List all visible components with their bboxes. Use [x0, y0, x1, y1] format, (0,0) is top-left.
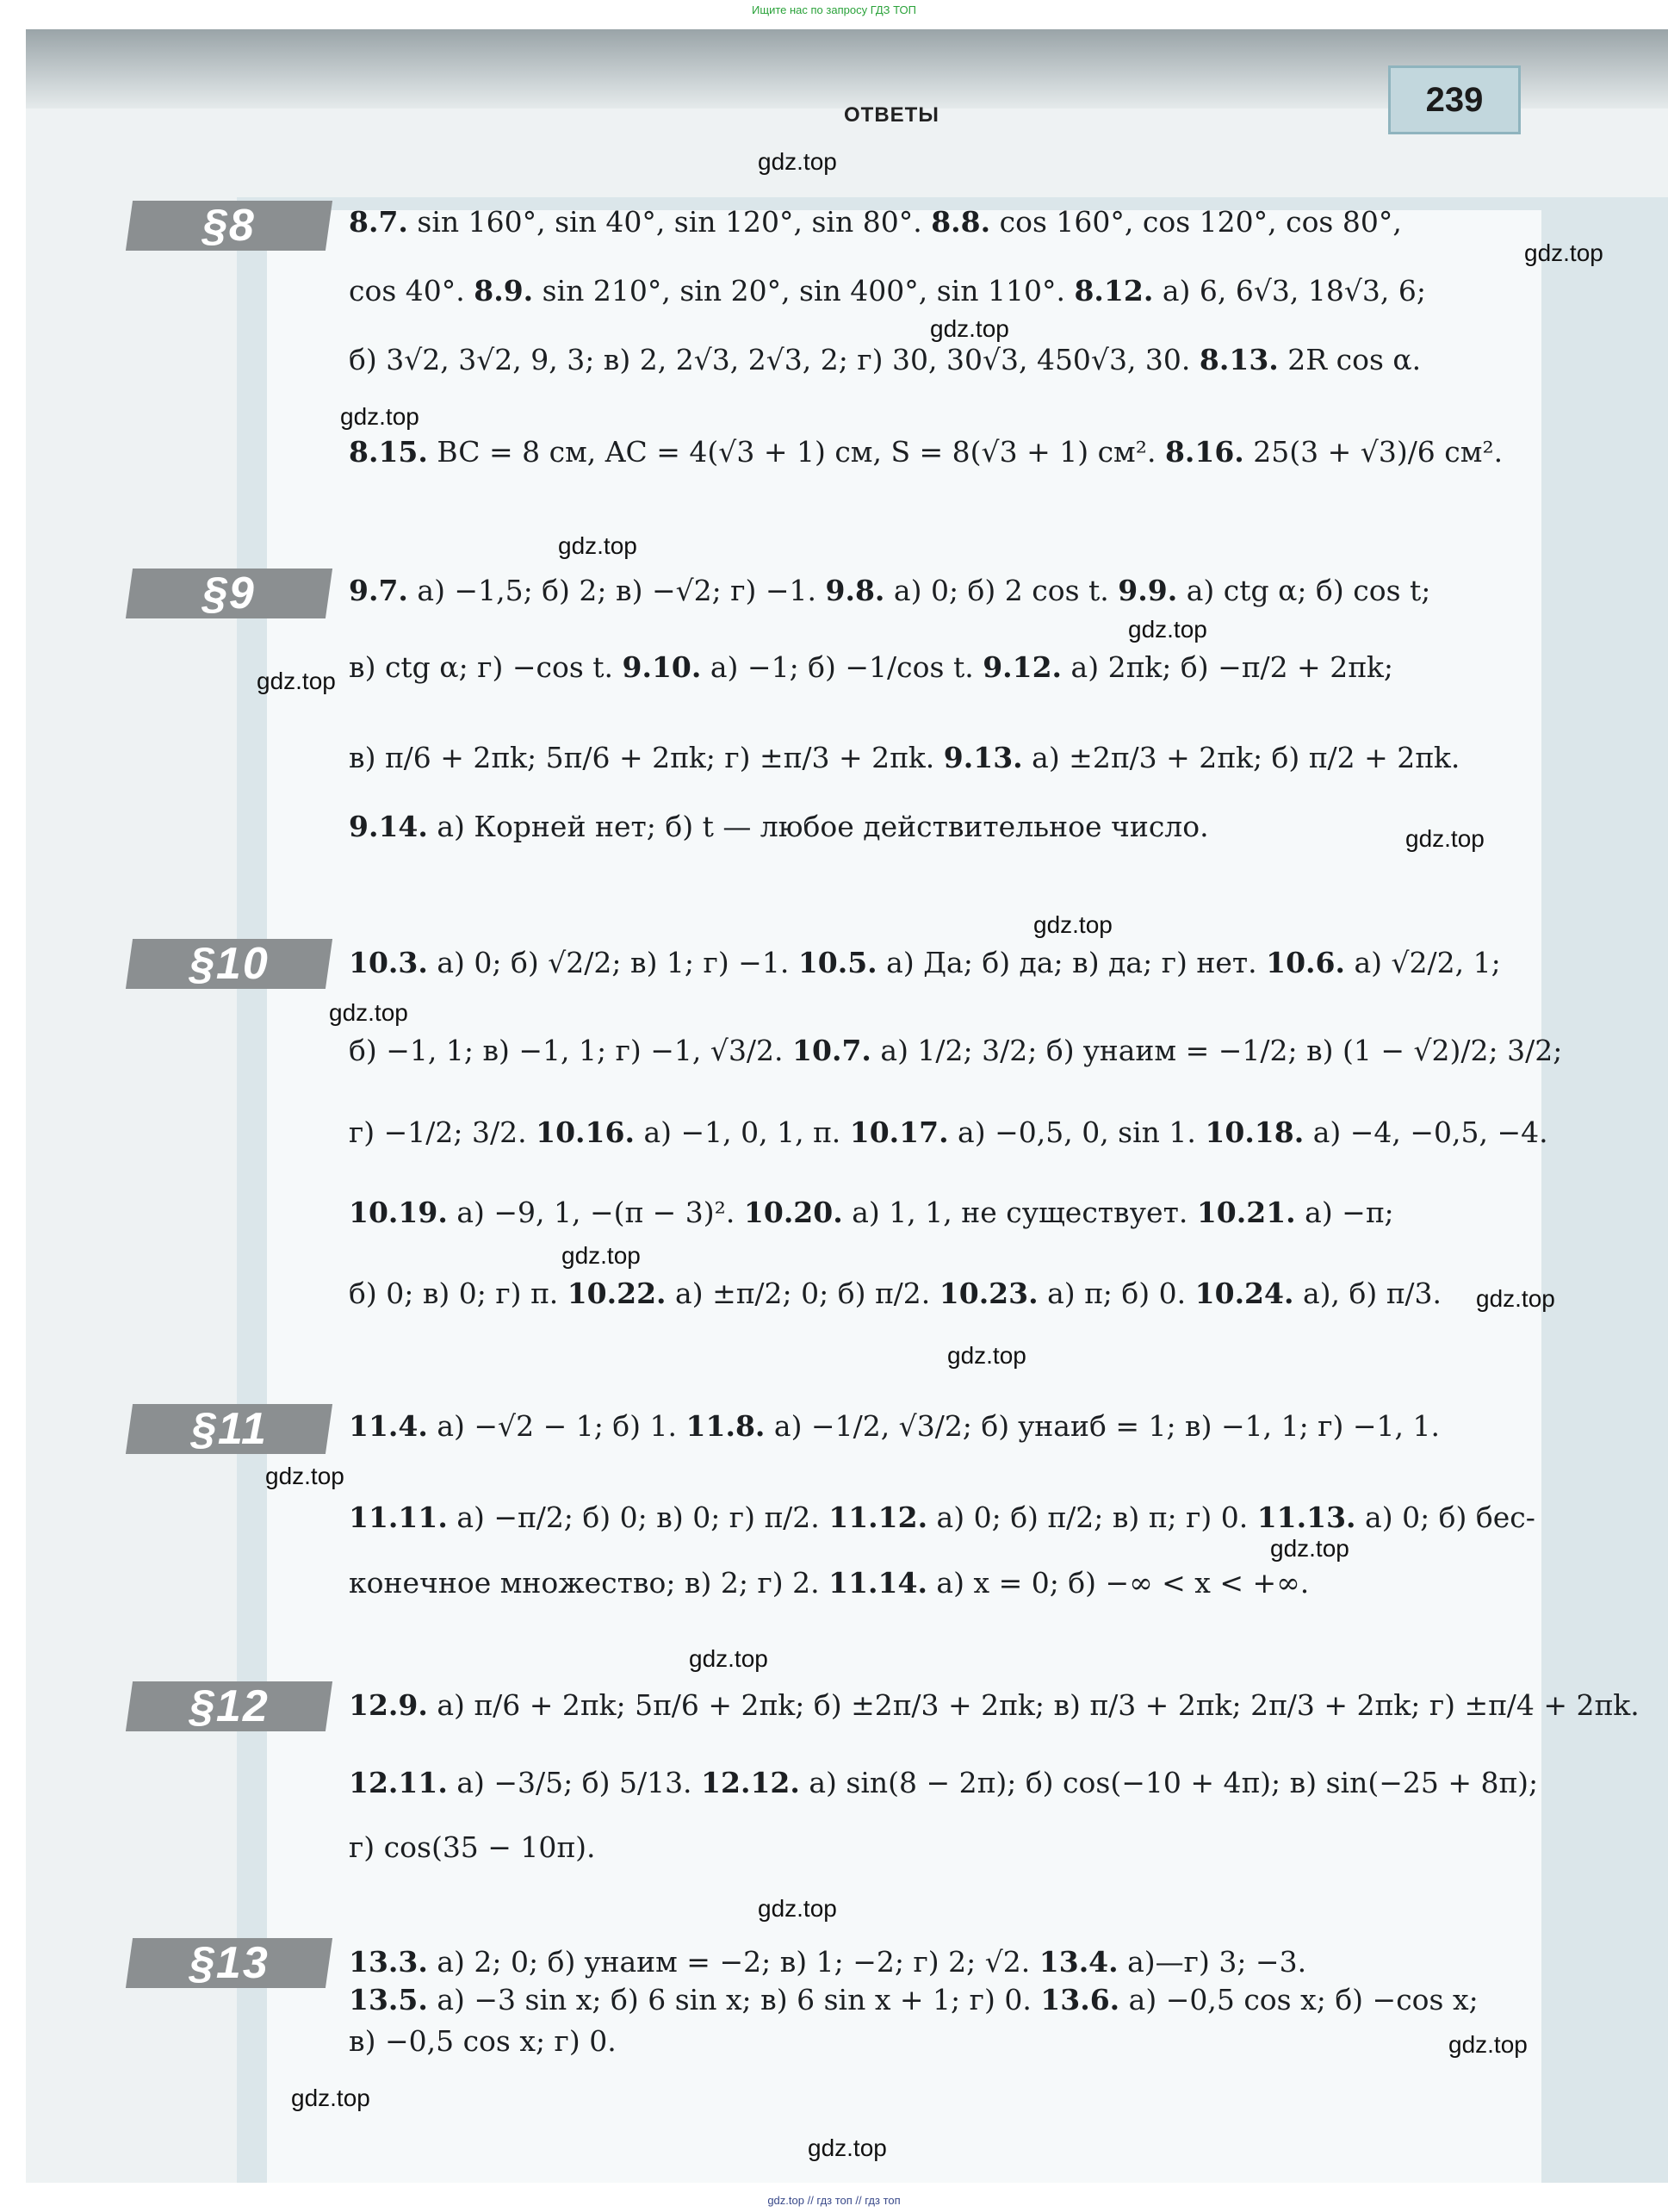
top-search-link[interactable]: Ищите нас по запросу ГДЗ ТОП	[752, 3, 916, 16]
footer-links[interactable]: gdz.top // гдз топ // гдз топ	[767, 2194, 901, 2207]
answer-line: 13.5. а) −3 sin x; б) 6 sin x; в) 6 sin x + 1; г) 0. 13.6. а) −0,5 cos x; б) −cos x;	[349, 1983, 1479, 2016]
watermark-link[interactable]: gdz.top	[265, 1463, 344, 1489]
answer-line: конечное множество; в) 2; г) 2. 11.14. а) x = 0; б) −∞ < x < +∞.	[349, 1566, 1310, 1600]
watermark-link[interactable]: gdz.top	[930, 315, 1009, 342]
answer-line: в) −0,5 cos x; г) 0.	[349, 2024, 617, 2058]
section-tab-12: §12	[126, 1681, 332, 1731]
answer-line: 13.3. а) 2; 0; б) yнаим = −2; в) 1; −2; г) 2; √2. 13.4. а)—г) 3; −3.	[349, 1945, 1307, 1979]
answer-line: 8.15. BC = 8 см, AC = 4(√3 + 1) см, S = 8(√3 + 1) см². 8.16. 25(3 + √3)/6 см².	[349, 435, 1504, 469]
watermark-link[interactable]: gdz.top	[1270, 1535, 1349, 1562]
answer-line: cos 40°. 8.9. sin 210°, sin 20°, sin 400°, sin 110°. 8.12. а) 6, 6√3, 18√3, 6;	[349, 274, 1426, 308]
watermark-link[interactable]: gdz.top	[1524, 239, 1603, 266]
answer-line: б) 0; в) 0; г) π. 10.22. а) ±π/2; 0; б) π/2. 10.23. а) π; б) 0. 10.24. а), б) π/3.	[349, 1277, 1442, 1310]
watermark-link[interactable]: gdz.top	[689, 1645, 768, 1672]
answer-line: б) −1, 1; в) −1, 1; г) −1, √3/2. 10.7. а) 1/2; 3/2; б) yнаим = −1/2; в) (1 − √2)/2; 3/2;	[349, 1034, 1563, 1067]
watermark-link[interactable]: gdz.top	[558, 532, 637, 559]
watermark-link[interactable]: gdz.top	[758, 1895, 837, 1922]
watermark-link[interactable]: gdz.top	[257, 668, 336, 694]
watermark-link[interactable]: gdz.top	[291, 2085, 370, 2111]
answer-line: б) 3√2, 3√2, 9, 3; в) 2, 2√3, 2√3, 2; г) 30, 30√3, 450√3, 30. 8.13. 2R cos α.	[349, 343, 1422, 376]
answer-line: г) cos(35 − 10π).	[349, 1830, 596, 1864]
answer-line: 11.4. а) −√2 − 1; б) 1. 11.8. а) −1/2, √3/2; б) yнаиб = 1; в) −1, 1; г) −1, 1.	[349, 1409, 1440, 1443]
section-tab-13: §13	[126, 1938, 332, 1988]
watermark-link[interactable]: gdz.top	[1448, 2031, 1528, 2058]
section-tab-11: §11	[126, 1404, 332, 1454]
watermark-link[interactable]: gdz.top	[561, 1242, 641, 1269]
watermark-link[interactable]: gdz.top	[808, 2134, 887, 2161]
watermark-link[interactable]: gdz.top	[340, 403, 419, 430]
answer-line: в) π/6 + 2πk; 5π/6 + 2πk; г) ±π/3 + 2πk. 9.13. а) ±2π/3 + 2πk; б) π/2 + 2πk.	[349, 741, 1460, 774]
watermark-link[interactable]: gdz.top	[758, 148, 837, 175]
watermark-link[interactable]: gdz.top	[1033, 911, 1113, 938]
watermark-link[interactable]: gdz.top	[1405, 825, 1485, 852]
answer-line: 10.3. а) 0; б) √2/2; в) 1; г) −1. 10.5. а) Да; б) да; в) да; г) нет. 10.6. а) √2/2, 1;	[349, 946, 1501, 979]
section-tab-10: §10	[126, 939, 332, 989]
section-tab-9: §9	[126, 569, 332, 618]
answer-line: 11.11. а) −π/2; б) 0; в) 0; г) π/2. 11.12. а) 0; б) π/2; в) π; г) 0. 11.13. а) 0; б) бес-	[349, 1501, 1535, 1534]
answer-line: 10.19. а) −9, 1, −(π − 3)². 10.20. а) 1, 1, не существует. 10.21. а) −π;	[349, 1196, 1394, 1229]
page-number: 239	[1388, 65, 1521, 134]
answer-line: 8.7. sin 160°, sin 40°, sin 120°, sin 80°. 8.8. cos 160°, cos 120°, cos 80°,	[349, 205, 1402, 239]
page-title: ОТВЕТЫ	[844, 103, 939, 127]
watermark-link[interactable]: gdz.top	[1476, 1285, 1555, 1312]
watermark-link[interactable]: gdz.top	[947, 1342, 1026, 1369]
answer-line: 9.14. а) Корней нет; б) t — любое действительное число.	[349, 810, 1209, 843]
answer-line: 12.9. а) π/6 + 2πk; 5π/6 + 2πk; б) ±2π/3 + 2πk; в) π/3 + 2πk; 2π/3 + 2πk; г) ±π/4 + 2πk.	[349, 1688, 1640, 1722]
answer-line: в) ctg α; г) −cos t. 9.10. а) −1; б) −1/cos t. 9.12. а) 2πk; б) −π/2 + 2πk;	[349, 650, 1393, 684]
answer-line: 9.7. а) −1,5; б) 2; в) −√2; г) −1. 9.8. а) 0; б) 2 cos t. 9.9. а) ctg α; б) cos t;	[349, 574, 1431, 607]
answer-line: г) −1/2; 3/2. 10.16. а) −1, 0, 1, π. 10.17. а) −0,5, 0, sin 1. 10.18. а) −4, −0,5, −4.	[349, 1115, 1548, 1149]
answer-line: 12.11. а) −3/5; б) 5/13. 12.12. а) sin(8 − 2π); б) cos(−10 + 4π); в) sin(−25 + 8π);	[349, 1766, 1539, 1799]
watermark-link[interactable]: gdz.top	[329, 999, 408, 1026]
watermark-link[interactable]: gdz.top	[1128, 616, 1207, 643]
section-tab-8: §8	[126, 201, 332, 251]
